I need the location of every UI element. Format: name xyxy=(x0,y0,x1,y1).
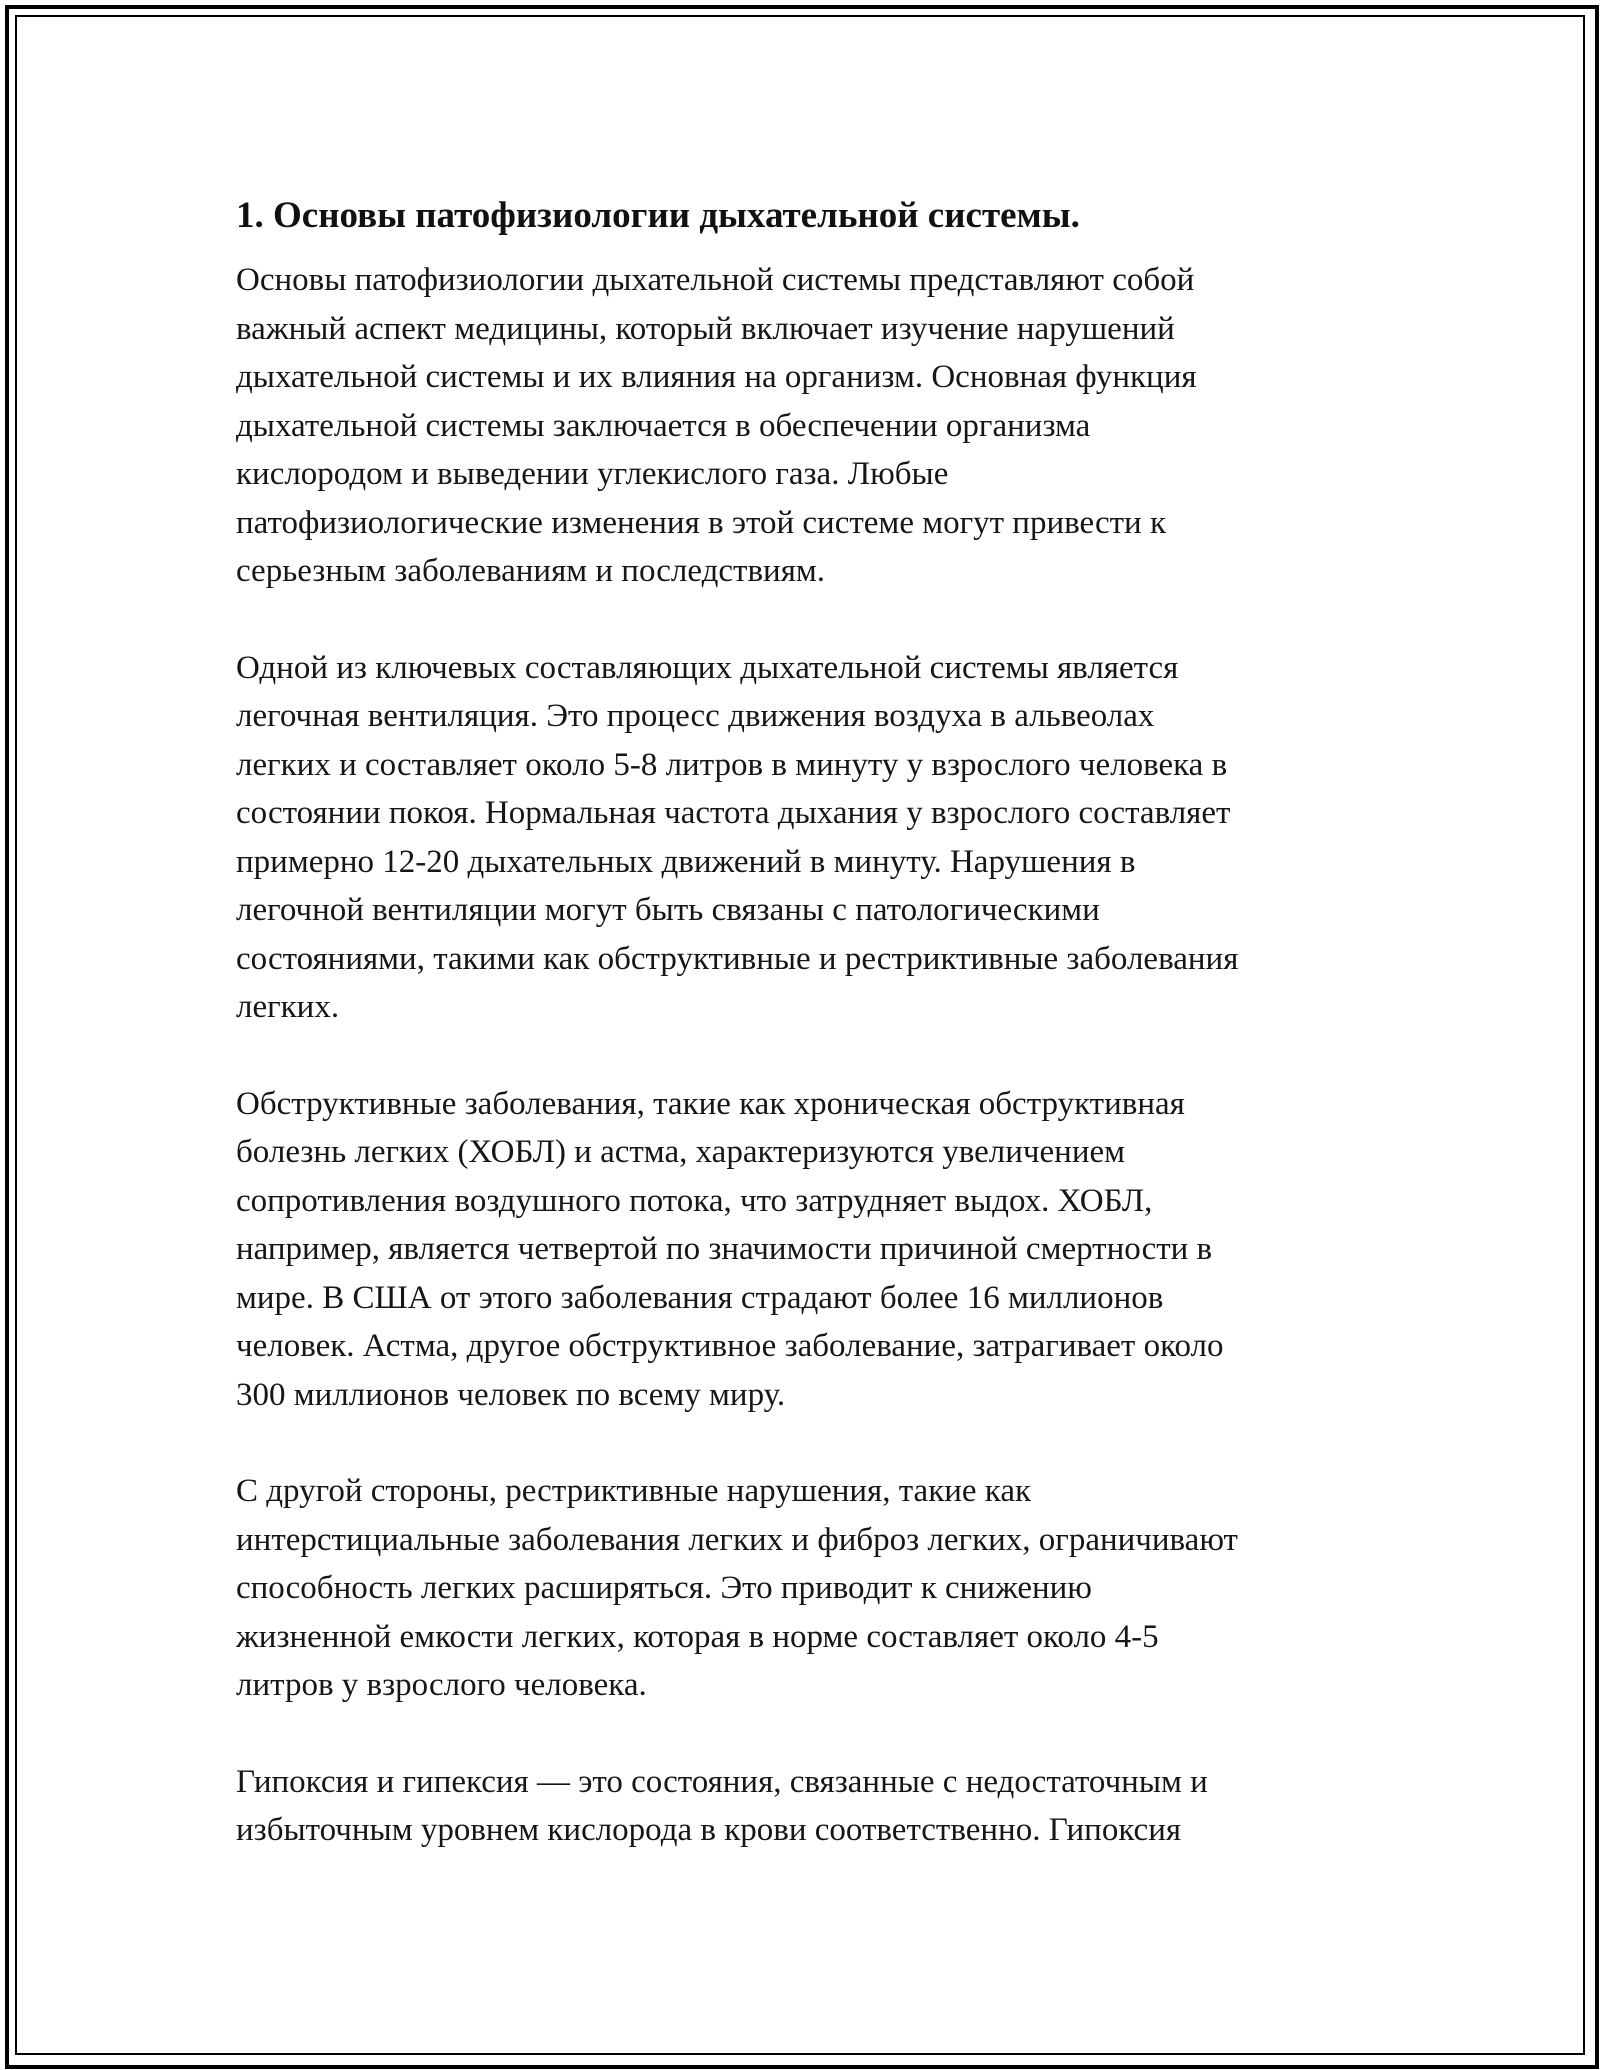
text-line: легких. xyxy=(236,989,340,1025)
text-line: болезнь легких (ХОБЛ) и астма, характеризуются увеличением xyxy=(236,1134,1126,1170)
text-line: состояниями, такими как обструктивные и рестриктивные заболевания xyxy=(236,940,1239,977)
text-line: легких и составляет около 5-8 литров в минуту у взрослого человека в xyxy=(236,746,1228,783)
text-line: литров у взрослого человека. xyxy=(236,1667,647,1703)
paragraph-obstructive xyxy=(236,1080,1366,1420)
text-line: интерстициальные заболевания легких и фиброз легких, ограничивают xyxy=(236,1521,1238,1558)
text-line: Гипоксия и гипексия — это состояния, связанные с недостаточным и xyxy=(236,1763,1208,1800)
section-heading: 1. Основы патофизиологии дыхательной системы. xyxy=(236,195,1080,236)
paragraph-intro xyxy=(236,256,1366,596)
text-line: способность легких расширяться. Это приводит к снижению xyxy=(236,1570,1092,1606)
text-line: легочной вентиляции могут быть связаны с патологическими xyxy=(236,892,1100,928)
text-line: человек. Астма, другое обструктивное заболевание, затрагивает около xyxy=(236,1328,1224,1364)
text-line: мире. В США от этого заболевания страдают более 16 миллионов xyxy=(236,1279,1164,1316)
text-line: дыхательной системы и их влияния на организм. Основная функция xyxy=(236,359,1197,395)
text-line: примерно 12-20 дыхательных движений в минуту. Нарушения в xyxy=(236,843,1136,880)
text-line: кислородом и выведении углекислого газа. Любые xyxy=(236,456,949,492)
text-line: сопротивления воздушного потока, что затрудняет выдох. ХОБЛ, xyxy=(236,1182,1153,1219)
text-line: Основы патофизиологии дыхательной системы представляют собой xyxy=(236,262,1195,298)
text-line: Одной из ключевых составляющих дыхательной системы является xyxy=(236,649,1179,686)
text-line: Обструктивные заболевания, такие как хроническая обструктивная xyxy=(236,1085,1185,1122)
text-line: серьезным заболеваниям и последствиям. xyxy=(236,553,826,589)
text-line: избыточным уровнем кислорода в крови соответственно. Гипоксия xyxy=(236,1812,1182,1848)
text-line: например, является четвертой по значимости причиной смертности в xyxy=(236,1231,1213,1267)
text-line: легочная вентиляция. Это процесс движения воздуха в альвеолах xyxy=(236,698,1155,734)
text-line: дыхательной системы заключается в обеспечении организма xyxy=(236,407,1091,444)
text-line: важный аспект медицины, который включает изучение нарушений xyxy=(236,310,1175,347)
paragraph-restrictive xyxy=(236,1467,1366,1710)
document-body xyxy=(236,188,1366,1855)
paragraph-hypoxia xyxy=(236,1758,1366,1855)
text-line: С другой стороны, рестриктивные нарушения, такие как xyxy=(236,1473,1031,1509)
text-line: патофизиологические изменения в этой системе могут привести к xyxy=(236,504,1166,541)
paragraph-ventilation xyxy=(236,644,1366,1032)
text-line: состоянии покоя. Нормальная частота дыхания у взрослого составляет xyxy=(236,795,1231,831)
text-line: жизненной емкости легких, которая в норме составляет около 4-5 xyxy=(236,1618,1159,1655)
text-line: 300 миллионов человек по всему миру. xyxy=(236,1376,786,1413)
